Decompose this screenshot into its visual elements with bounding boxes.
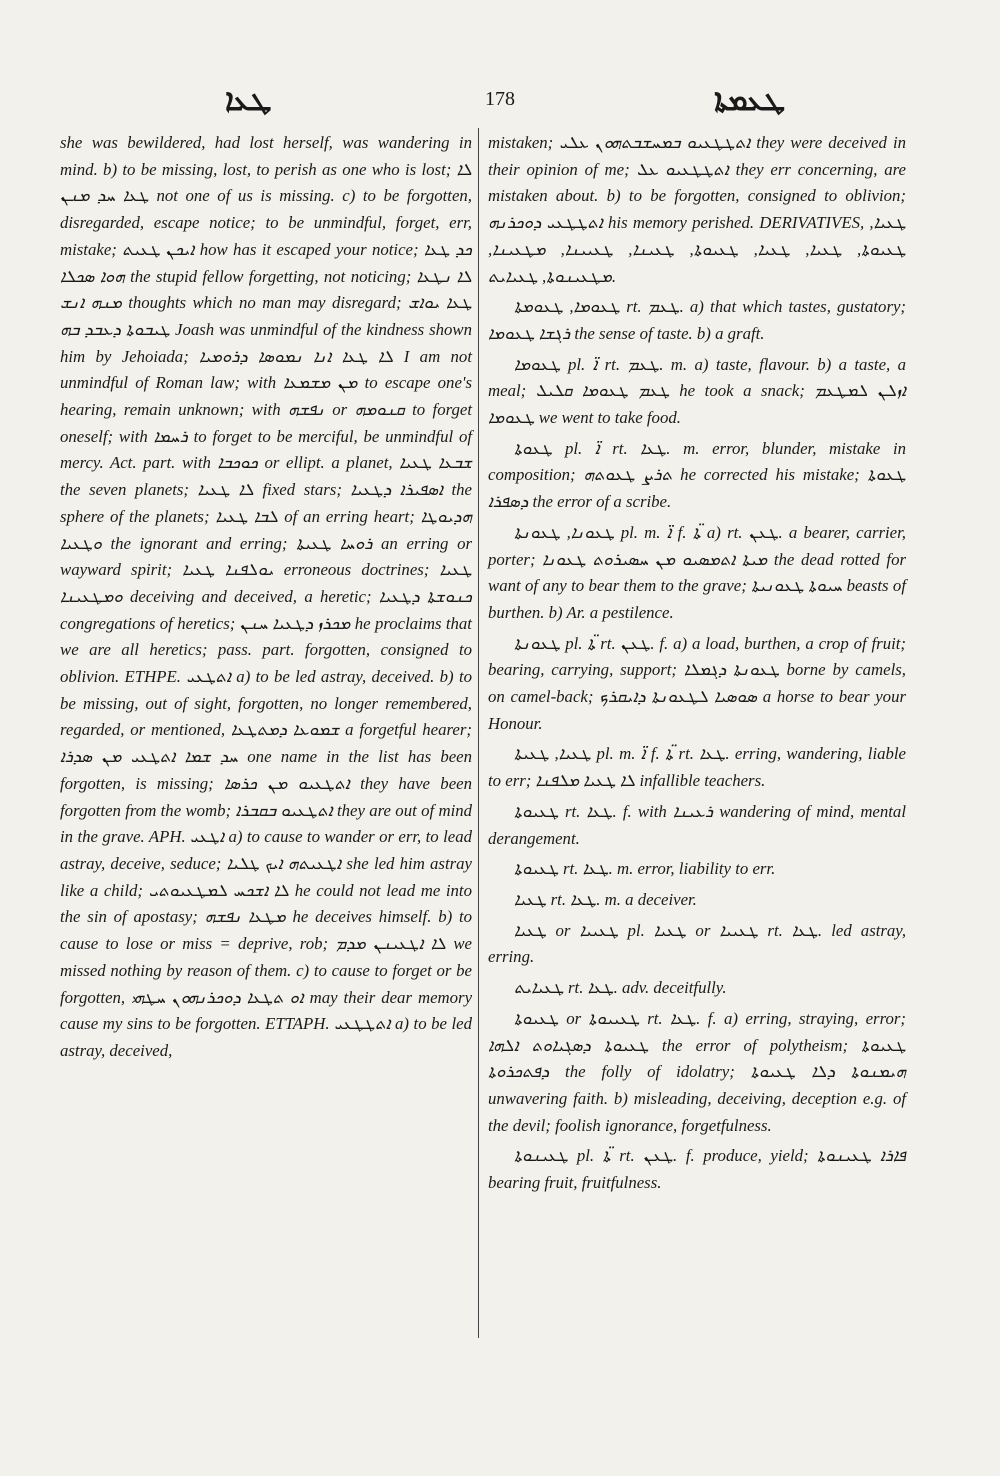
dictionary-entry: mistaken; ܐܬܛܛܥܝܘ ܒܡܚܫܒܬܗܘܢ ܥܠܝ they were deceived in their opinion of me; ܐܬܛܛܥܝܘ ܥܠ they err concerning, are mistaken about. b) to be forgotten, consigned to oblivion; ܐܬܛܛܥܝ ܕܘܟܪܢܗ his memory perished. DERIVATIVES, ܛܥܝܐ, ܛܥܝܘܬܐ, ܛܥܝܐ, ܛܥܝܐ, ܛܥܝܘܬܐ, ܛܥܝܢܐ, ܛܥܝܝܢܐ, ܡܛܥܝܢܐ, ܡܛܥܝܢܘܬܐ, ܛܥܝܐܝܬ. [488,133,907,286]
dictionary-entry: ܛܥܘܡܐ pl. ܐ̈ rt. ܛܥܡ. m. a) taste, flavour. b) a taste, a meal; ܛܥܡ ܛܥܘܡܐ ܩܠܝܠ he took a snack; ܐܙܠܢ ܠܡܛܥܡ ܛܥܘܡܐ we went to take food. [488,354,907,428]
dictionary-entry: ܛܥܘܡܐ, ܛܥܘܡܬܐ rt. ܛܥܡ. a) that which tastes, gustatory; ܪܓܫܐ ܛܥܘܡܐ the sense of taste. b) a graft. [488,297,907,343]
column-divider [478,128,479,1338]
dictionary-entry: ܛܥܝܘܬܐ rt. ܛܥܐ. f. with ܪܥܝܢܐ wandering of mind, mental derangement. [488,801,906,848]
dictionary-entry: she was bewildered, had lost herself, was wandering in mind. b) to be missing, lost, to perish as one who is lost; ܠܐ ܛܥܐ ܚܕ ܡܢܢ not one of us is missing. c) to be forgotten, disregarded, escape notice; to be unmindful, forget, err, mistake; ܐܝܟܢ ܛܥܝܬ how has it escaped your notice; ܟܕ ܛܥܐ ܗܘܐ ܣܟܠܐ the stupid fellow forgetting, not noticing; ܠܐ ܢܛܥܐ ܡܢܗ ܐܢܫ thoughts which no man may disregard; ܛܥܐ ܝܘܐܫ ܛܝܒܘܬܐ ܕܥܒܕ ܒܗ Joash was unmindful of the kindness shown him by Jehoiada; ܠܐ ܛܥܐ ܐܢܐ ܢܡܘܣܐ ܕܪܘܡܝܐ I am not unmindful of Roman law; with ܡܢ ܡܫܡܥܐ to escape one's hearing, remain unknown; with ܢܦܫܗ or ܩܢܘܡܗ to forget oneself; with ܪܚܡܐ to forget to be merciful, be unmindful of mercy. Act. part. with ܟܘܟܒܐ or ellipt. a planet, ܫܒܥܐ ܛܥܝܐ the seven planets; ܠܐ ܛܥܝܐ fixed stars; ܐܣܦܝܪܐ ܕܛܥܝܐ the sphere of the planets; ܠܒܐ ܛܥܝܐ of an erring heart; ܗܕܝܘܛܐ ܘܛܥܝܐ the ignorant and erring; ܪܘܚܐ ܛܥܝܬܐ an erring or wayward spirit; ܝܘܠܦܢܐ ܛܥܝܐ erroneous doctrines; ܛܥܝܐ ܘܡܛܥܝܢܐ deceiving and deceived, a heretic; ܟܢܘܫܬܐ ܕܛܥܝܐ congregations of heretics; ܡܟܪܙ ܕܛܥܝܐ ܚܢܢ he proclaims that we are all heretics; pass. part. forgotten, consigned to oblivion. ETHPE. ܐܬܛܥܝ a) to be led astray, deceived. b) to be missing, out of sight, forgotten, no longer remembered, regarded, or mentioned, ܫܡܘܥܐ ܕܡܬܛܥܐ a forgetful hearer; ܚܕ ܫܡܐ ܐܬܛܥܝ ܡܢ ܣܕܪܐ one name in the list has been forgotten, is missing; ܐܬܛܥܝܘ ܡܢ ܟܪܣܐ they have been forgotten from the womb; ܐܬܛܥܝܘ ܒܩܒܪܐ they are out of mind in the grave. APH. ܐܛܥܝ a) to cause to wander or err, to lead astray, deceive, seduce; ܐܛܥܝܬܗ ܐܝܟ ܛܠܝܐ she led him astray like a child; ܠܐ ܐܫܟܚ ܠܡܛܥܝܘܬܝ he could not lead me into the sin of apostasy; ܡܛܥܐ ܢܦܫܗ he deceives himself. b) to cause to lose or miss = deprive, rob; ܠܐ ܐܛܥܝܢܢ ܡܕܡ we missed nothing by reason of them. c) to cause to forget or be forgotten, ܐܘ ܬܛܥܐ ܕܘܟܪܢܗܘܢ ܚܛܗܝ may their dear memory cause my sins to be forgotten. ETTAPH. ܐܬܛܛܥܝ a) to be led astray, deceived, [60,133,473,1060]
right-column [488,130,906,1201]
dictionary-entry: ܛܥܝܐܝܬ rt. ܛܥܐ. adv. deceitfully. [514,978,727,998]
dictionary-entry: ܛܥܝܘܬܐ rt. ܛܥܐ. m. error, liability to err. [514,859,776,879]
page-number: 178 [485,88,515,110]
dictionary-entry: ܛܥܝܢܘܬܐ pl. ܬ̈ܐ rt. ܛܥܢ. f. produce, yield; ܦܐܪܐ ܛܥܝܢܘܬܐ bearing fruit, fruitfulness. [488,1146,906,1193]
dictionary-entry: ܛܥܘܢܐ, ܛܥܘܢܬܐ pl. m. ܐ̈ f. ܬ̈ܐ a) rt. ܛܥܢ. a bearer, carrier, porter; ܡܝܬܐ ܐܬܡܣܝܘ ܡܢ ܚܣܝܪܘܬ ܛܥܘܢܐ the dead rotted for want of any to bear them to the grave; ܚܝܘܬܐ ܛܥܘܢܝܬܐ beasts of burthen. b) Ar. a pestilence. [488,522,906,622]
dictionary-entry: ܛܥܝܘܬܐ or ܛܥܝܝܘܬܐ rt. ܛܥܐ. f. a) erring, straying, error; ܛܥܝܘܬܐ ܕܣܓܝܐܘܬ ܐܠܗܐ the error of polytheism; ܛܥܝܘܬܐ ܕܦܬܟܪܘܬܐ the folly of idolatry; ܗܝܡܢܘܬܐ ܕܠܐ ܛܥܝܘܬܐ unwavering faith. b) misleading, deceiving, deception e.g. of the devil; foolish ignorance, forgetfulness. [488,1008,907,1135]
dictionary-entry: ܛܥܘܬܐ pl. ܐ̈ rt. ܛܥܐ. m. error, blunder, mistake in composition; ܬܪܨ ܛܥܘܬܗ he corrected his mistake; ܛܥܘܬܐ ܕܣܦܪܐ the error of a scribe. [488,438,907,512]
page-header [60,84,940,124]
dictionary-entry: ܛܥܝܐ rt. ܛܥܐ. m. a deceiver. [514,889,697,909]
dictionary-entry: ܛܥܝܐ, ܛܥܝܬܐ pl. m. ܐ̈ f. ܬ̈ܐ rt. ܛܥܐ. erring, wandering, liable to err; ܠܐ ܛܥܝܐ ܡܠܦܢܐ infallible teachers. [488,744,907,791]
dictionary-entry: ܛܥܘܢܬܐ pl. ܬ̈ܐ rt. ܛܥܢ. f. a) a load, burthen, a crop of fruit; bearing, carrying, support; ܛܥܘܢܬܐ ܕܓܡܠܐ borne by camels, on camel-back; ܣܘܣܝܐ ܠܛܥܘܢܬܐ ܕܐܝܩܪܟ a horse to bear your Honour. [488,633,907,733]
left-column [60,130,472,1069]
dictionary-entry: ܛܥܝܐ or ܛܥܝܝܐ pl. ܛܥܝܐ or ܛܥܝܝܐ rt. ܛܥܐ. led astray, erring. [488,920,907,967]
left-running-headword: ܛܥܐ [225,84,272,117]
right-running-headword: ܛܥܡܬܐ [714,84,785,117]
